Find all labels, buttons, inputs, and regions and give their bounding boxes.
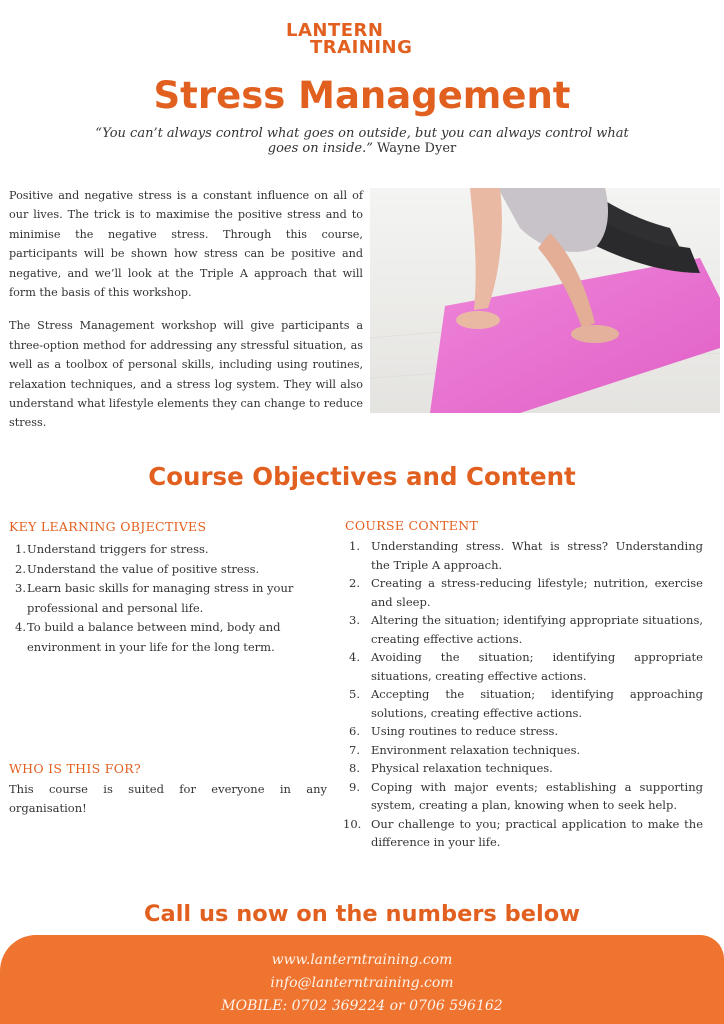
list-number: 4. <box>15 620 26 634</box>
list-text: Physical relaxation techniques. <box>371 761 553 775</box>
content-list <box>345 537 703 852</box>
list-item <box>9 618 321 657</box>
list-text: Understand triggers for stress. <box>27 542 209 556</box>
contact-footer <box>0 935 724 1024</box>
list-number: 5. <box>349 687 360 701</box>
intro-paragraph-1: Positive and negative stress is a constant influence on all of our lives. The trick is to maximise the positive stress and to minimise the negative stress. Through this course, participants will be shown how stress can be positive and negative, and we’ll look at the Triple A approach that will form the basis of this workshop. <box>9 189 363 300</box>
list-item <box>345 611 703 648</box>
yoga-photo-illustration <box>370 188 720 413</box>
website-link[interactable]: www.lanterntraining.com <box>271 952 453 968</box>
brand-logo <box>286 22 438 58</box>
list-item <box>9 540 321 560</box>
list-number: 2. <box>349 576 360 590</box>
list-item <box>345 778 703 815</box>
yoga-photo <box>370 188 720 413</box>
content-heading: COURSE CONTENT <box>345 518 479 533</box>
list-item <box>345 648 703 685</box>
page-title: Stress Management <box>153 74 571 117</box>
brand-logo-line1: LANTERN <box>286 20 384 41</box>
list-text: Altering the situation; identifying appropriate situations, creating effective actions. <box>371 613 703 646</box>
list-item <box>345 722 703 741</box>
list-text: Coping with major events; establishing a supporting system, creating a plan, knowing when to seek help. <box>371 779 703 812</box>
list-number: 7. <box>349 742 360 757</box>
list-number: 10. <box>343 816 362 831</box>
list-text: Accepting the situation; identifying approaching solutions, creating effective actions. <box>371 687 703 720</box>
who-text-line2: organisation! <box>9 801 87 815</box>
intro-paragraph-2: The Stress Management workshop will give participants a three-option method for addressing any stressful situation, as well as a toolbox of personal skills, including using routines, relaxation techniques, and a stress log system. They will also understand what lifestyle elements they can change to reduce stress. <box>9 319 363 430</box>
list-text: Learn basic skills for managing stress in your professional and personal life. <box>27 581 294 615</box>
list-text: Our challenge to you; practical application to make the difference in your life. <box>371 816 703 849</box>
who-heading: WHO IS THIS FOR? <box>9 761 141 776</box>
list-text: Understand the value of positive stress. <box>27 561 260 576</box>
list-item <box>345 537 703 574</box>
quote-text: “You can’t always control what goes on outside, but you can always control what goes on inside.” <box>95 126 629 156</box>
list-item <box>345 741 703 760</box>
who-text-line1: This course is suited for everyone in any <box>9 782 327 796</box>
list-text: Environment relaxation techniques. <box>371 742 581 757</box>
objectives-list <box>9 540 321 657</box>
section-title: Course Objectives and Content <box>148 462 576 491</box>
list-item <box>9 579 321 618</box>
call-to-action: Call us now on the numbers below <box>144 901 580 927</box>
list-number: 1. <box>15 542 26 556</box>
list-number: 4. <box>349 650 360 664</box>
quote-author: Wayne Dyer <box>377 141 457 156</box>
list-text: To build a balance between mind, body and environment in your life for the long term. <box>27 620 281 654</box>
list-text: Using routines to reduce stress. <box>371 724 559 738</box>
list-number: 3. <box>15 581 26 595</box>
list-item <box>345 574 703 611</box>
objectives-heading: KEY LEARNING OBJECTIVES <box>9 519 207 534</box>
brand-logo-line2: TRAINING <box>310 37 413 58</box>
list-item <box>9 560 321 580</box>
list-item <box>345 685 703 722</box>
list-number: 3. <box>349 613 360 627</box>
quote <box>92 126 632 156</box>
list-item <box>345 815 703 852</box>
list-number: 2. <box>15 561 26 576</box>
mobile-numbers: MOBILE: 0702 369224 or 0706 596162 <box>221 998 503 1014</box>
list-text: Creating a stress-reducing lifestyle; nutrition, exercise and sleep. <box>371 576 703 609</box>
list-number: 8. <box>349 761 360 775</box>
list-item <box>345 759 703 778</box>
list-number: 6. <box>349 724 360 738</box>
list-text: Understanding stress. What is stress? Understanding the Triple A approach. <box>371 539 703 572</box>
list-number: 1. <box>349 539 360 553</box>
email-link[interactable]: info@lanterntraining.com <box>270 975 454 991</box>
list-number: 9. <box>349 779 360 794</box>
list-text: Avoiding the situation; identifying appropriate situations, creating effective actions. <box>371 650 703 683</box>
intro-text <box>9 186 363 447</box>
